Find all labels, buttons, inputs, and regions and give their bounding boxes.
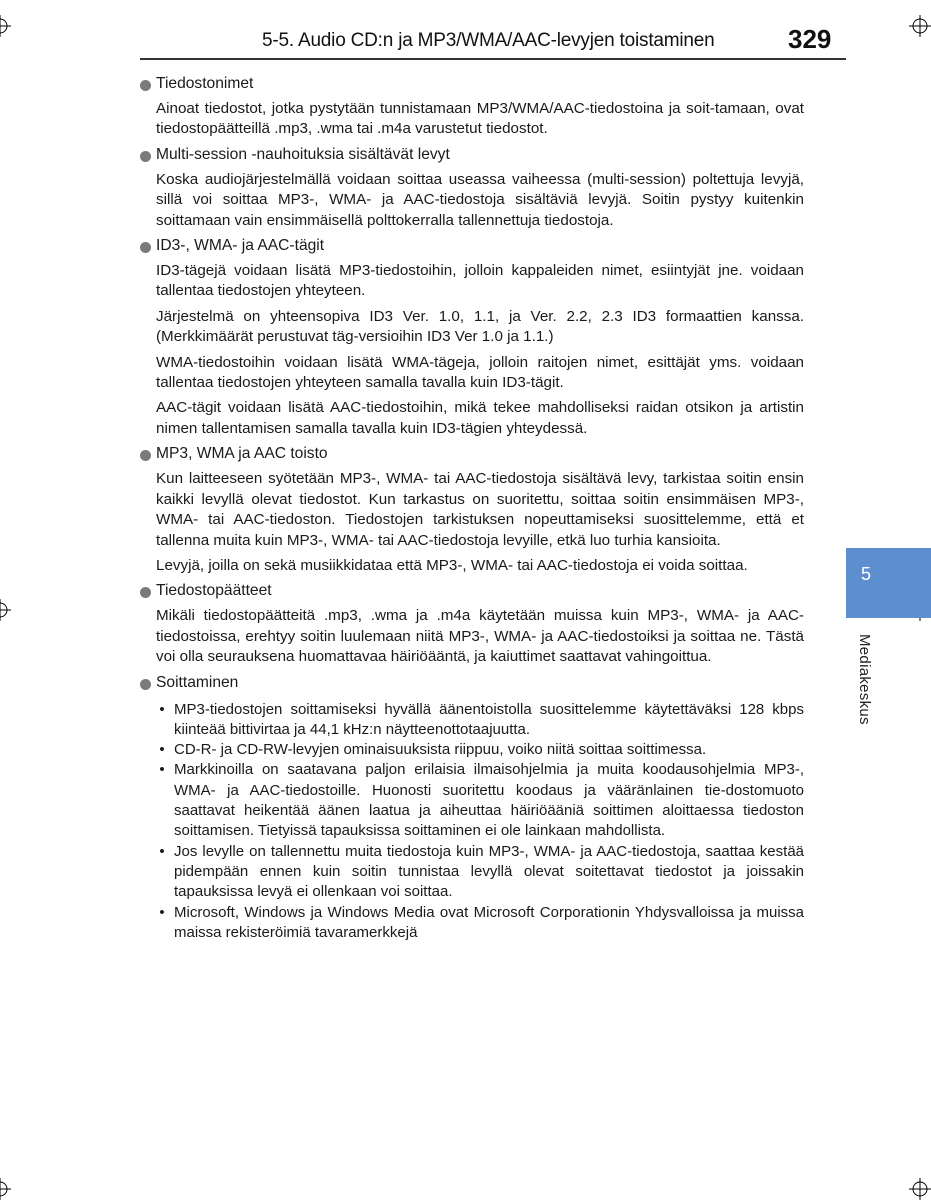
list-item-text: CD-R- ja CD-RW-levyjen ominaisuuksista riippuu, voiko niitä soittaa soittimessa. <box>174 741 707 759</box>
paragraph: Koska audiojärjestelmällä voidaan soittaa useassa vaiheessa (multi-session) poltettuja levyjä, sillä voi soittaa MP3-, WMA- ja AAC-tiedostoja sisältäviä levyjä. Soitin pystyy kuitenkin soittamaan vain ensimmäisellä polttokerralla tallennettuja tiedostoja. <box>156 170 804 229</box>
section-heading-text: ID3-, WMA- ja AAC-tägit <box>156 237 325 255</box>
list-bullet: • <box>159 842 165 860</box>
list-item <box>140 842 804 903</box>
bullet-dot-icon <box>140 242 151 253</box>
crop-mark-top-left <box>0 15 11 37</box>
paragraph: Mikäli tiedostopäätteitä .mp3, .wma ja .m4a käytetään muissa kuin MP3-, WMA- ja AAC-tiedostoissa, erehtyy soitin luulemaan niitä MP3-, WMA- ja AAC-tiedostoiksi ja soittaa ne. Tästä voi olla seurauksena huomattavaa häiriöääntä, ja kaiuttimet saattavat vahingoittua. <box>156 607 804 666</box>
section-heading <box>140 673 804 693</box>
bullet-dot-icon <box>140 80 151 91</box>
section-heading-text: Soittaminen <box>156 673 239 691</box>
paragraph: Kun laitteeseen syötetään MP3-, WMA- tai AAC-tiedostoja sisältävä levy, tarkistaa soitin ensin kaikki levyllä olevat tiedostot. Kun tarkastus on suoritettu, soittaa soitin ensimmäisen MP3-, WMA- tai AAC-tiedoston. Tiedostojen tarkistuksen nopeuttamiseksi suosittelemme, että et tallenna muita kuin MP3-, WMA- tai AAC-tiedostoja levyille, etkä luo turhia kansioita. <box>156 470 804 549</box>
list-item <box>140 760 804 841</box>
bullet-dot-icon <box>140 679 151 690</box>
crop-mark-mid-left <box>0 599 11 621</box>
section-heading-text: MP3, WMA ja AAC toisto <box>156 445 328 463</box>
section-heading <box>140 236 804 256</box>
list-item-text: Markkinoilla on saatavana paljon erilaisia ilmaisohjelmia ja muita koodausohjelmia MP3-, WMA- ja AAC-tiedostoille. Huonosti suoritettu koodaus ja vääränlainen tie-dostomuoto saattavat heikentää äänen laatua ja aiheuttaa häiriöääniä soittimen aloittaessa tiedoston soittamisen. Tietyissä tapauksissa soittaminen ei ole lainkaan mahdollista. <box>174 761 804 840</box>
list-item-text: Microsoft, Windows ja Windows Media ovat Microsoft Corporationin Yhdysvalloissa ja muissa maissa rekisteröimiä tavaramerkkejä <box>174 903 804 941</box>
chapter-number: 5 <box>860 564 871 584</box>
chapter-tab <box>846 548 931 618</box>
paragraph: WMA-tiedostoihin voidaan lisätä WMA-tägeja, jolloin raitojen nimet, esittäjät yms. voidaan tallentaa tiedostojen yhteyteen samalla tavalla kuin ID3-tägit. <box>156 353 804 392</box>
paragraph: Levyjä, joilla on sekä musiikkidataa että MP3-, WMA- tai AAC-tiedostoja ei voida soittaa. <box>156 556 748 574</box>
crop-mark-bottom-right <box>909 1178 931 1200</box>
list-item-text: Jos levylle on tallennettu muita tiedostoja kuin MP3-, WMA- ja AAC-tiedostoja, saattaa kestää pidempään ennen kuin soitin tunnistaa levyllä olevat soitettavat tiedostot ja joissakin tapauksissa levyä ei ollenkaan voi soittaa. <box>174 842 804 901</box>
crop-mark-bottom-left <box>0 1178 11 1200</box>
list-item <box>140 700 804 741</box>
page-content <box>140 74 804 943</box>
header-title: 5-5. Audio CD:n ja MP3/WMA/AAC-levyjen toistaminen <box>262 30 715 51</box>
bullet-dot-icon <box>140 450 151 461</box>
list-bullet: • <box>159 700 165 718</box>
list-item-text: MP3-tiedostojen soittamiseksi hyvällä äänentoistolla suosittelemme käytettäväksi 128 kbps kiinteää bittivirtaa ja 44,1 kHz:n näytteenottotaajuutta. <box>174 700 804 738</box>
section-heading <box>140 145 804 165</box>
paragraph: Järjestelmä on yhteensopiva ID3 Ver. 1.0, 1.1, ja Ver. 2.2, 2.3 ID3 formaattien kanssa. (Merkkimäärät perustuvat täg-versioihin ID3 Ver 1.0 ja 1.1.) <box>156 307 804 346</box>
paragraph: Ainoat tiedostot, jotka pystytään tunnistamaan MP3/WMA/AAC-tiedostoina ja soit-tamaan, ovat tiedostopäätteillä .mp3, .wma tai .m4a varustetut tiedostot. <box>156 100 804 138</box>
crop-mark-top-right <box>909 15 931 37</box>
section-heading <box>140 581 804 601</box>
section-heading-text: Tiedostopäätteet <box>156 582 272 600</box>
list-item <box>140 740 804 760</box>
paragraph: ID3-tägejä voidaan lisätä MP3-tiedostoihin, jolloin kappaleiden nimet, esiintyjät jne. voidaan tallentaa tiedostojen yhteyteen. <box>156 262 804 300</box>
chapter-label: Mediakeskus <box>856 634 873 725</box>
section-heading <box>140 444 804 464</box>
list-bullet: • <box>159 761 165 779</box>
list-item <box>140 903 804 944</box>
bullet-dot-icon <box>140 587 151 598</box>
section-heading <box>140 74 804 94</box>
list-bullet: • <box>159 903 165 921</box>
paragraph: AAC-tägit voidaan lisätä AAC-tiedostoihin, mikä tekee mahdolliseksi raidan otsikon ja artistin nimen tallentamisen samalla tavalla kuin ID3-tägien yhteydessä. <box>156 399 804 437</box>
bullet-dot-icon <box>140 151 151 162</box>
section-heading-text: Multi-session -nauhoituksia sisältävät levyt <box>156 145 450 163</box>
page-number: 329 <box>788 24 832 54</box>
list-bullet: • <box>159 741 165 759</box>
section-heading-text: Tiedostonimet <box>156 75 254 92</box>
header-rule <box>140 58 846 60</box>
